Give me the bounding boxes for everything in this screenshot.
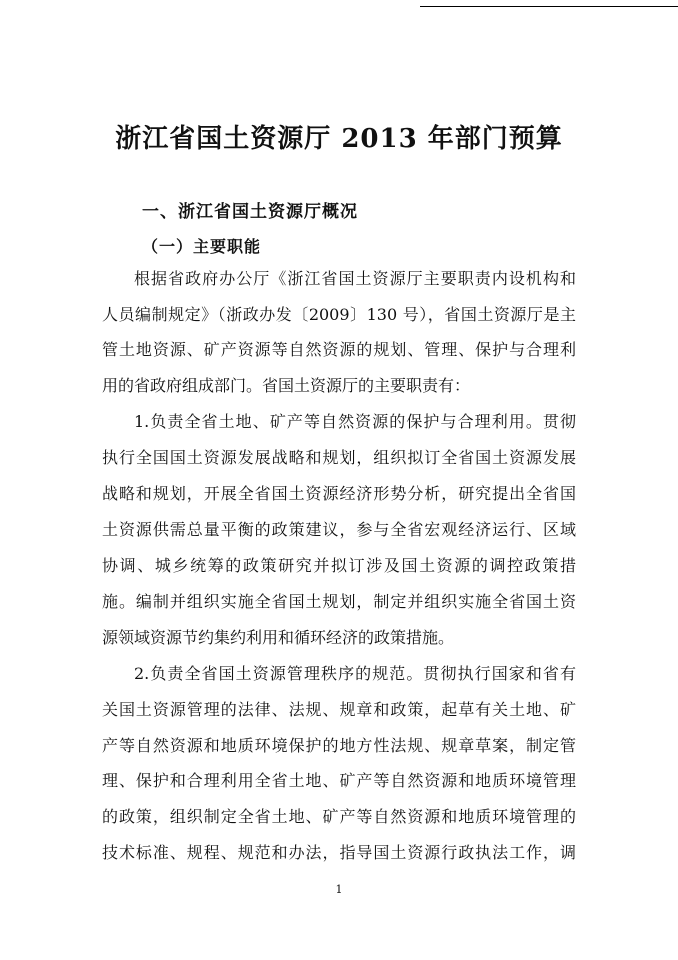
section-heading: 一、浙江省国土资源厅概况 [142,202,358,222]
paragraph-line: 理、保护和合理利用全省土地、矿产等自然资源和地质环境管理 [102,771,576,790]
paragraph-line: 执行全国国土资源发展战略和规划，组织拟订全省国土资源发展 [102,448,576,467]
paragraph-line: 施。编制并组织实施全省国土规划，制定并组织实施全省国土资 [102,592,576,611]
paragraph-line: 技术标准、规程、规范和办法，指导国土资源行政执法工作，调 [102,843,576,862]
paragraph-line: 1.负责全省土地、矿产等自然资源的保护与合理利用。贯彻 [134,412,576,431]
paragraph-line: 战略和规划，开展全省国土资源经济形势分析，研究提出全省国 [102,484,576,503]
subsection-heading: （一）主要职能 [142,237,262,256]
paragraph-line: 用的省政府组成部门。省国土资源厅的主要职责有： [102,376,471,395]
paragraph-line: 协调、城乡统筹的政策研究并拟订涉及国土资源的调控政策措 [102,556,576,575]
paragraph-line: 2.负责全省国土资源管理秩序的规范。贯彻执行国家和省有 [134,664,576,683]
header-rule [420,6,678,7]
paragraph-line: 关国土资源管理的法律、法规、规章和政策，起草有关土地、矿 [102,700,576,719]
paragraph-line: 产等自然资源和地质环境保护的地方性法规、规章草案，制定管 [102,736,576,755]
paragraph-line: 管土地资源、矿产资源等自然资源的规划、管理、保护与合理利 [102,340,576,359]
paragraph-line: 根据省政府办公厅《浙江省国土资源厅主要职责内设机构和 [134,269,576,288]
page-number: 1 [335,883,343,896]
document-title: 浙江省国土资源厅 2013 年部门预算 [115,124,563,154]
paragraph-line: 土资源供需总量平衡的政策建议，参与全省宏观经济运行、区域 [102,520,576,539]
paragraph-line: 人员编制规定》（浙政办发〔2009〕130 号），省国土资源厅是主 [102,305,576,324]
paragraph-line: 的政策，组织制定全省土地、矿产等自然资源和地质环境管理的 [102,807,576,826]
paragraph-line: 源领域资源节约集约利用和循环经济的政策措施。 [102,628,455,647]
